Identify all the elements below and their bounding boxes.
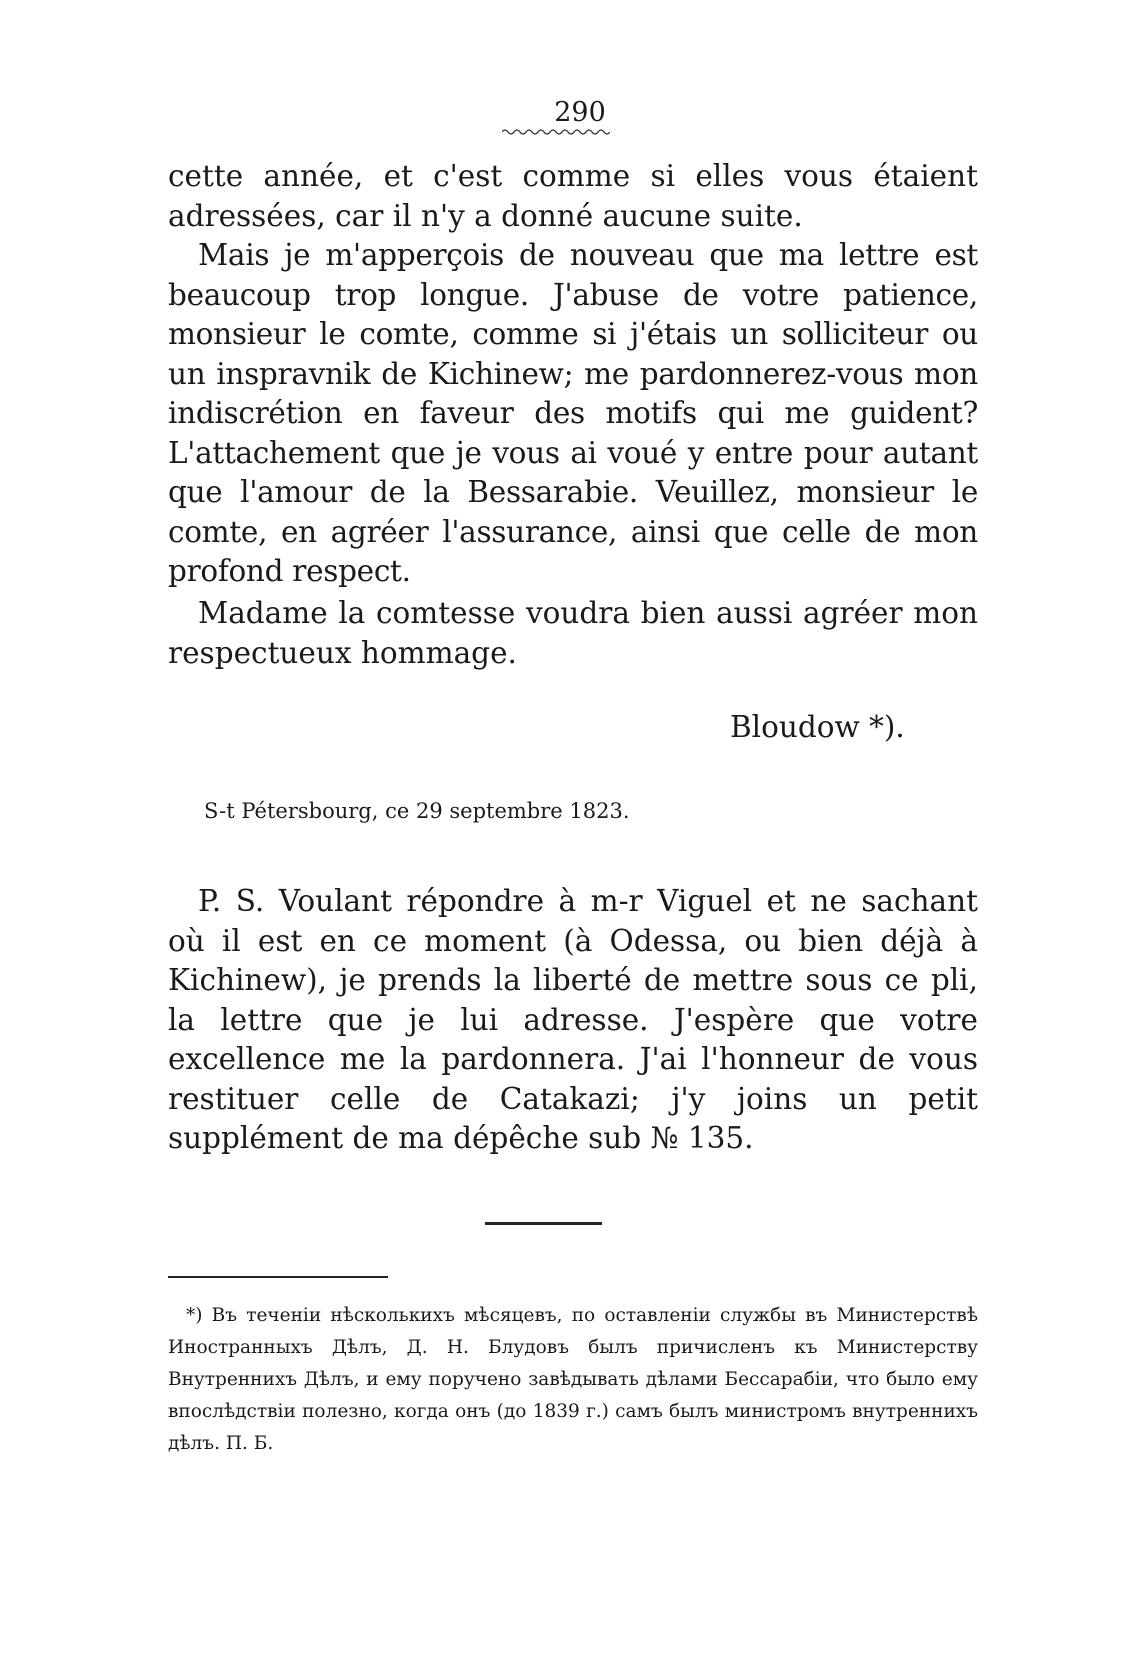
page-number-ornament: [502, 128, 610, 136]
paragraph-closing: Mais je m'apperçois de nouveau que ma lettre est beaucoup trop longue. J'abuse de votre patience, monsieur le comte, comme si j'étais un solliciteur ou un inspravnik de Kichinew; me pardonnerez-vous mon indiscrétion en faveur des motifs qui me guident? L'attachement que je vous ai voué y entre pour autant que l'amour de la Bessarabie. Veuillez, monsieur le comte, en agréer l'assurance, ainsi que celle de mon profond respect.: [168, 238, 978, 588]
postscript: P. S. Voulant répondre à m-r Viguel et ne sachant où il est en ce moment (à Odessa, ou bien déjà à Kichinew), je prends la liberté de mettre sous ce pli, la lettre que je lui adresse. J'espère que votre excellence me la pardonnera. J'ai l'honneur de vous restituer celle de Catakazi; j'y joins un petit supplément de ma dépêche sub № 135.: [168, 884, 978, 1155]
paragraph-hommage: Madame la comtesse voudra bien aussi agréer mon respectueux hommage.: [168, 596, 978, 670]
date-line: S-t Pétersbourg, ce 29 septembre 1823.: [204, 799, 630, 823]
footnote-rule: [168, 1276, 388, 1278]
footnote-block: [168, 1300, 978, 1460]
footnote: *) Въ теченіи нѣсколькихъ мѣсяцевъ, по оставленіи службы въ Министерствѣ Иностранныхъ Дѣлъ, Д. Н. Блудовъ былъ причисленъ къ Министерству Внутреннихъ Дѣлъ, и ему поручено завѣдывать дѣлами Бессарабіи, что было ему впослѣдствіи полезно, когда онъ (до 1839 г.) самъ былъ министромъ внутреннихъ дѣлъ. П. Б.: [168, 1305, 978, 1454]
postscript-block: [168, 882, 978, 1159]
signature: Bloudow *).: [730, 710, 905, 744]
page-number: 290: [554, 97, 606, 128]
letter-body: [168, 157, 978, 592]
letter-compliments: [168, 594, 978, 673]
section-divider: [485, 1222, 602, 1225]
paragraph-continuation: cette année, et c'est comme si elles vous étaient adressées, car il n'y a donné aucune suite.: [168, 159, 978, 233]
